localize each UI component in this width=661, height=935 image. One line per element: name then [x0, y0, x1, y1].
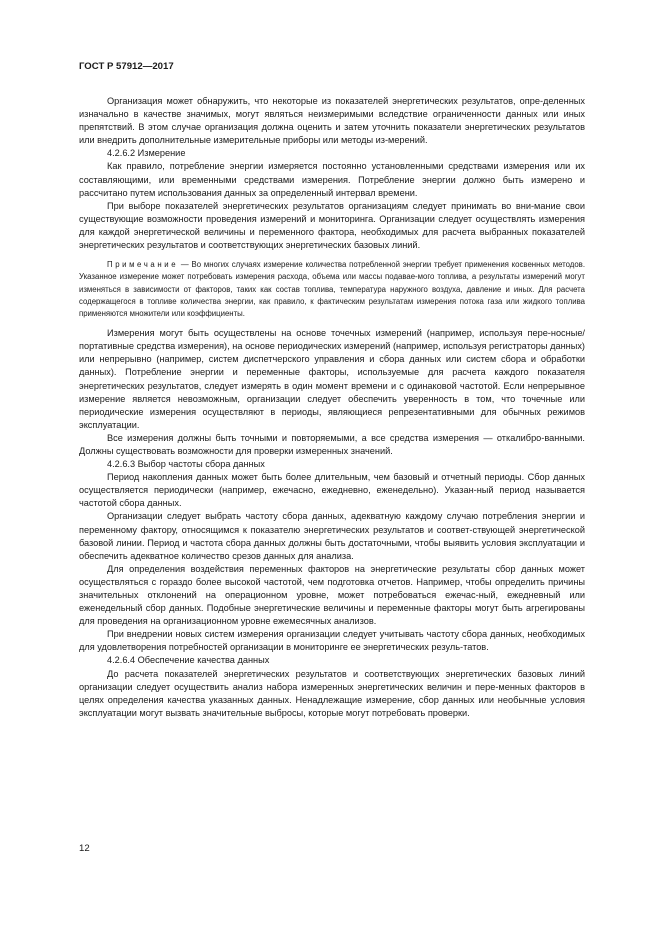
paragraph: Для определения воздействия переменных факторов на энергетические результаты сбор данных может осуществляться с гораздо более высокой частотой, чем подготовка отчетов. Например, чтобы определить причины значительных отклонений на операционном уровне, может потребоваться ежечас-ный, ежедневный или еженедельный сбор данных. Подобные энергетические величины и переменные факторы могут быть агрегированы для проведения на организационном уровне ежемесячных анализов.: [79, 563, 585, 627]
paragraph: При внедрении новых систем измерения организации следует учитывать частоту сбора данных, необходимых для удовлетворения потребностей организации в мониторинге ее энергетических резуль-татов.: [79, 629, 585, 653]
paragraph: Организации следует выбрать частоту сбора данных, адекватную каждому случаю потребления энергии и переменному фактору, относящимся к показателю энергетических результатов и соответ-ствующей энергетической базовой линии. Период и частота сбора данных должны быть достаточными, чтобы выявить условия эксплуатации и обеспечить адекватное количество срезов данных для анализа.: [79, 511, 585, 561]
note-label: Примечание: [107, 260, 179, 270]
page-number: 12: [79, 843, 90, 854]
paragraph: Период накопления данных может быть более длительным, чем базовый и отчетный периоды. Сбор данных осуществляется периодически (например, ежечасно, ежедневно, еженедельно). Указан-ный период называется частотой сбора данных.: [79, 472, 585, 509]
note: [79, 259, 585, 320]
paragraph: Измерения могут быть осуществлены на основе точечных измерений (например, используя пере-носные/портативные средства измерения), на основе периодических измерений (например, используя регистраторы данных) или непрерывно (например, систем диспетчерского управления и сбора данных или систем сбора и обработки данных). Потребление энергии и переменные факторы, используемые для расчета каждого показателя энергетических результатов, следует измерять в один момент времени и с одинаковой частотой. Если непрерывное измерение является невозможным, организации следует обеспечить уверенность в том, что точечные или периодические измерения осуществляют в периоды, являющиеся репрезентативными для обычных режимов эксплуатации.: [79, 328, 585, 430]
section-heading: 4.2.6.3 Выбор частоты сбора данных: [107, 459, 265, 470]
note-text: — Во многих случаях измерение количества потребленной энергии требует применения косвенных методов. Указанное измерение может потребовать измерения расхода, объема или массы подавае-мого топлива, а результаты измерений могут изменяться в зависимости от факторов, таких как состав топлива, температура наружного воздуха, давление и иных. Для расчета содержащегося в топливе количества энергии, как правило, к фактическим результатам измерения потока газа или жидкого топлива применяются множители или коэффициенты.: [79, 260, 585, 318]
section-heading: 4.2.6.4 Обеспечение качества данных: [107, 655, 270, 666]
paragraph: До расчета показателей энергетических результатов и соответствующих энергетических базовых линий организации следует осуществить анализ набора измеренных энергетических величин и пере-менных факторов в целях определения качества указанных данных. Ненадлежащие измерение, сбор данных или необычные условия эксплуатации могут вызвать значительные выбросы, которые могут потребовать проверки.: [79, 668, 585, 718]
document-header: ГОСТ Р 57912—2017: [79, 61, 174, 72]
paragraph: Как правило, потребление энергии измеряется постоянно установленными средствами измерения или их составляющими, или временными средствами измерения. Потребление энергии должно быть измерено и рассчитано путем использования данных за определенный интервал времени.: [79, 161, 585, 198]
section-heading: 4.2.6.2 Измерение: [107, 148, 186, 159]
paragraph: Все измерения должны быть точными и повторяемыми, а все средства измерения — откалибро-ванными. Должны существовать возможности для проверки измеренных значений.: [79, 432, 585, 456]
paragraph: При выборе показателей энергетических результатов организациям следует принимать во вни-мание свои существующие возможности проведения измерений и мониторинга. Организации следует осуществлять измерения для каждой энергетической величины и переменного фактора, необходимых для расчета выбранных показателей энергетических результатов и соответствующих энергетических базовых линий.: [79, 200, 585, 251]
document-body: [79, 95, 585, 720]
paragraph: Организация может обнаружить, что некоторые из показателей энергетических результатов, опре-деленных изначально в качестве значимых, могут являться неизмеримыми вследствие ограниченности данных или иных препятствий. В этом случае организация должна оценить и затем уточнить показатели энергетических результатов или внедрить дополнительные измерительные приборы или методы из-мерений.: [79, 96, 585, 146]
